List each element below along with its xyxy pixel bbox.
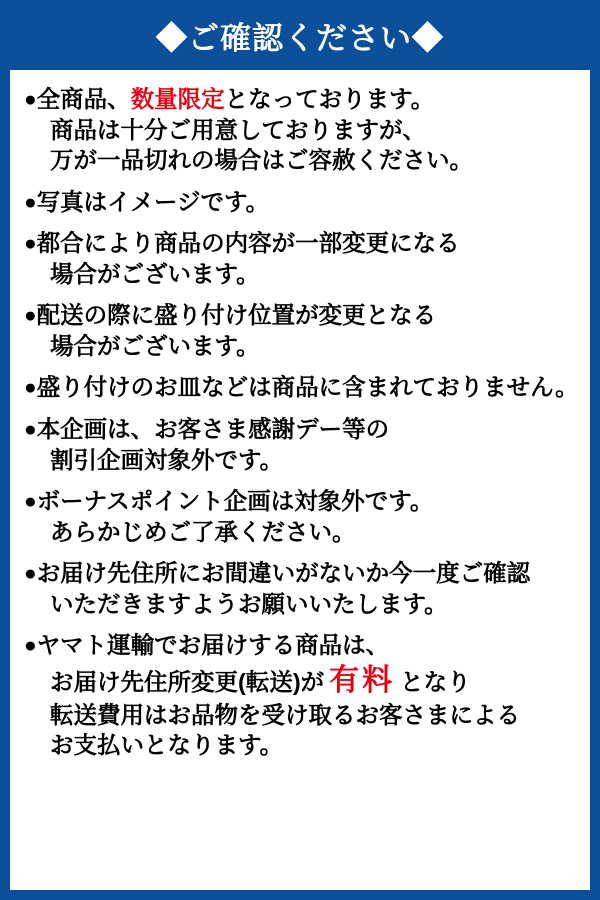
notice-line [24,445,576,476]
notice-item [24,228,576,289]
notice-line [24,486,576,517]
notice-item [24,300,576,361]
notice-item [24,84,576,176]
notice-line [24,259,576,290]
bullet-icon: ● [24,490,37,514]
notice-list [10,70,590,890]
notice-line [24,700,576,731]
bullet-icon: ● [24,418,37,442]
notice-text: 万が一品切れの場合はご容赦ください。 [50,147,473,174]
notice-line [24,589,576,620]
notice-text: 商品は十分ご用意しておりますが、 [50,116,426,143]
notice-text: となり [400,668,471,695]
notice-item [24,486,576,547]
highlight-text: 数量限定 [130,86,225,113]
notice-text: あらかじめご了承ください。 [50,518,356,545]
notice-line [24,558,576,589]
notice-text: お届け先住所変更(転送)が [50,668,325,695]
notice-text: お支払いとなります。 [50,732,284,759]
notice-line [24,630,576,661]
notice-line [24,300,576,331]
notice-item [24,187,576,218]
notice-item [24,558,576,619]
emphasis-text: 有料 [329,663,396,697]
notice-item [24,414,576,475]
notice-text: 全商品、 [36,86,131,113]
notice-text: 都合により商品の内容が一部変更になる [36,230,460,257]
bullet-icon: ● [24,88,37,112]
notice-line [24,84,576,115]
notice-line [24,115,576,146]
notice-text: 本企画は、お客さま感謝デー等の [36,416,390,443]
notice-text: 場合がございます。 [50,332,260,359]
notice-line [24,661,576,700]
notice-text: 配送の際に盛り付け位置が変更となる [36,302,437,329]
notice-text: 場合がございます。 [50,260,260,287]
notice-item [24,630,576,761]
bullet-icon: ● [24,232,37,256]
notice-text: 割引企画対象外です。 [50,446,284,473]
notice-line [24,187,576,218]
bullet-icon: ● [24,190,37,214]
bullet-icon: ● [24,634,37,658]
bullet-icon: ● [24,304,37,328]
notice-text: 盛り付けのお皿などは商品に含まれておりません。 [36,374,579,401]
notice-text: となっております。 [224,86,435,113]
notice-line [24,372,579,403]
bullet-icon: ● [24,562,37,586]
notice-line [24,331,576,362]
notice-item [24,372,579,403]
notice-text: 転送費用はお品物を受け取るお客さまによる [50,701,520,728]
notice-line [24,517,576,548]
notice-text: お届け先住所にお間違いがないか今一度ご確認 [36,560,531,587]
notice-line [24,730,576,761]
notice-text: 写真はイメージです。 [36,188,270,215]
bullet-icon: ● [24,376,37,400]
notice-text: いただきますようお願いいたします。 [50,590,448,617]
notice-line [24,414,576,445]
notice-line [24,228,576,259]
notice-line [24,145,576,176]
notice-text: ヤマト運輸でお届けする商品は、 [36,632,390,659]
page-title: ◆ご確認ください◆ [10,10,590,70]
notice-text: ボーナスポイント企画は対象外です。 [36,488,434,515]
